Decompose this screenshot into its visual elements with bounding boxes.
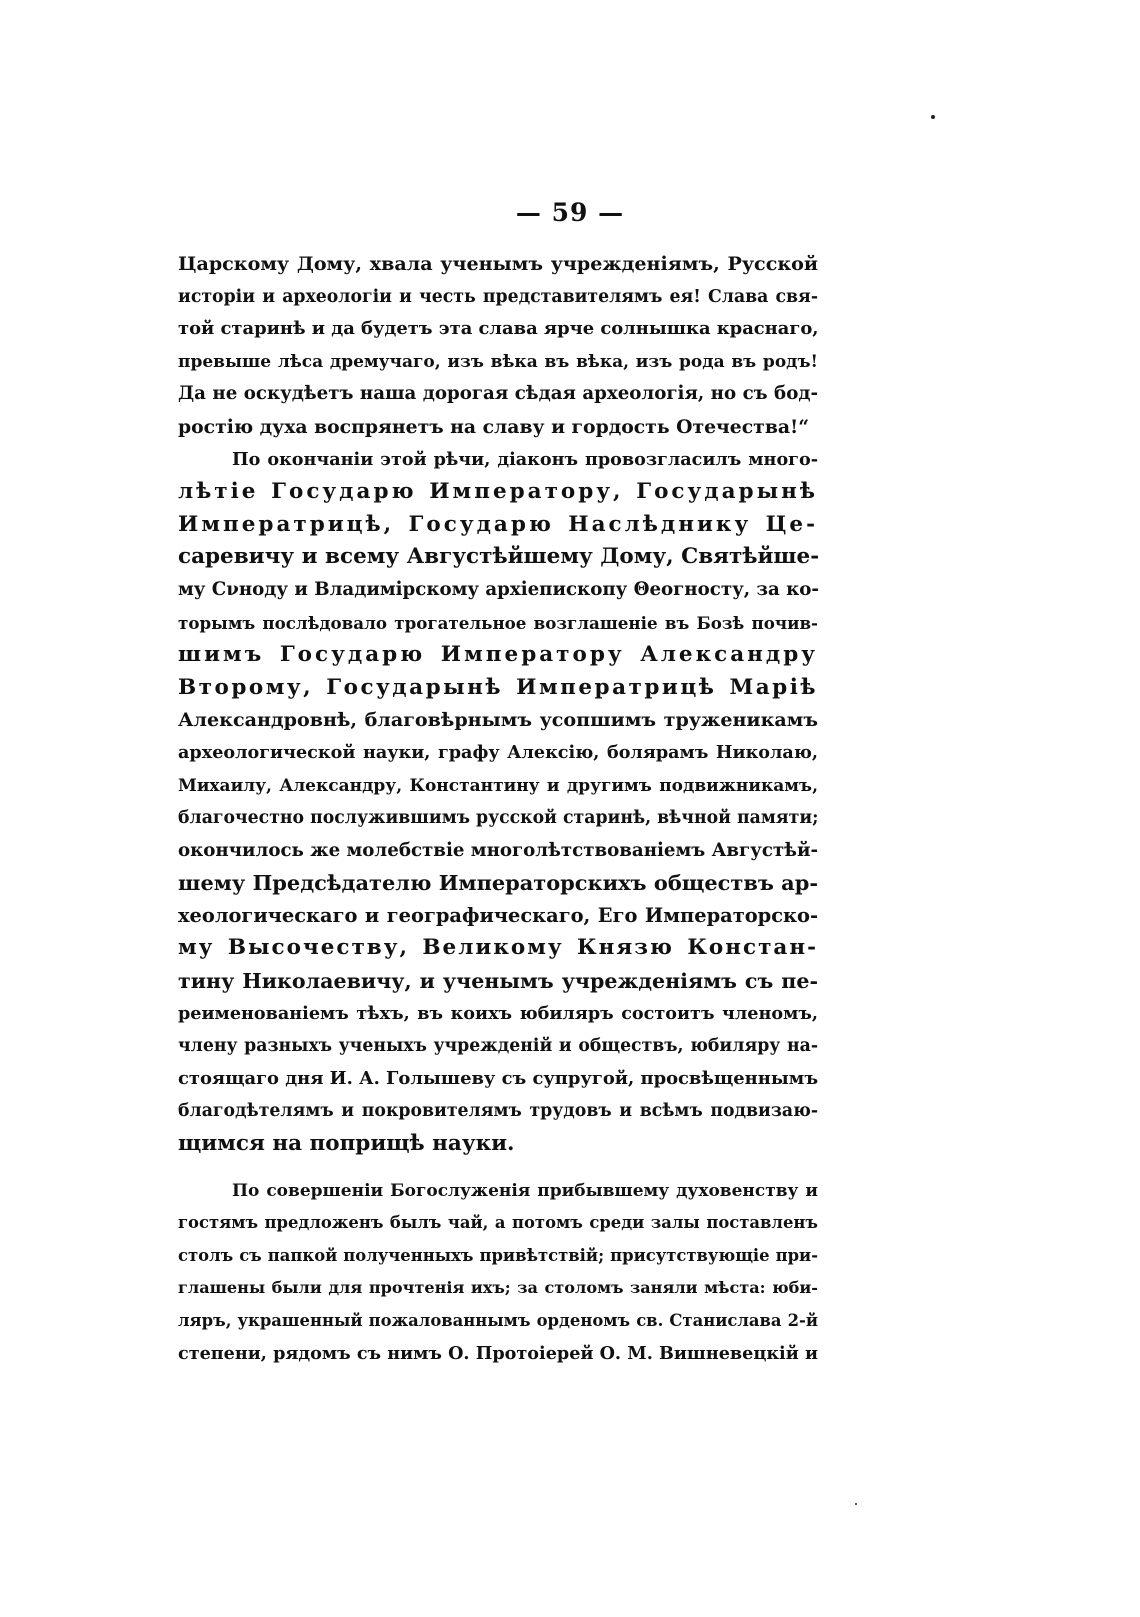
text-line: археологической науки, графу Алексію, болярамъ Николаю,: [178, 741, 818, 763]
text-line: столъ съ папкой полученныхъ привѣтствій; присутствующіе при-: [178, 1245, 818, 1265]
scan-speck: [855, 1503, 857, 1505]
text-line: хеологическаго и географическаго, Его Императорско-: [178, 903, 818, 927]
text-line: шимъ Государю Императору Александру: [178, 642, 818, 668]
text-line: стоящаго дня И. А. Голышеву съ супругой, просвѣщеннымъ: [178, 1067, 819, 1089]
text-line: члену разныхъ ученыхъ учрежденій и обществъ, юбиляру на-: [178, 1036, 818, 1057]
text-line: Императрицѣ, Государю Наслѣднику Це-: [178, 511, 818, 537]
text-line: благочестно послужившимъ русской старинѣ, вѣчной памяти;: [178, 808, 819, 829]
text-line: гостямъ предложенъ былъ чай, а потомъ среди залы поставленъ: [178, 1213, 818, 1233]
text-line: лѣтіе Государю Императору, Государынѣ: [178, 479, 818, 505]
paragraph-spacer: [178, 1161, 818, 1175]
text-line: той старинѣ и да будетъ эта слава ярче солнышка краснаго,: [178, 318, 819, 340]
text-line: исторіи и археологіи и честь представителямъ ея! Слава свя-: [178, 286, 818, 307]
paragraph-3: [178, 1175, 818, 1371]
text-line: ростію духа воспрянетъ на славу и гордость Отечества!“: [178, 415, 810, 438]
text-line: Михаилу, Александру, Константину и другимъ подвижникамъ,: [178, 775, 818, 796]
text-line: По совершеніи Богослуженія прибывшему духовенству и: [232, 1180, 818, 1201]
text-line: му Высочеству, Великому Князю Констан-: [178, 935, 818, 961]
text-line: степени, рядомъ съ нимъ О. Протоіерей О. М. Вишневецкій и: [178, 1342, 818, 1364]
paragraph-2: [178, 444, 818, 1161]
text-line: окончилось же молебствіе многолѣтствованіемъ Августѣй-: [178, 839, 818, 861]
text-line: шему Предсѣдателю Императорскихъ обществъ ар-: [178, 870, 818, 896]
text-line: му Сνноду и Владимірскому архіепископу Θеогносту, за ко-: [178, 578, 819, 600]
text-line: щимся на поприщѣ науки.: [178, 1131, 515, 1157]
text-line: По окончаніи этой рѣчи, діаконъ провозгласилъ много-: [232, 448, 818, 470]
text-line: Александровнѣ, благовѣрнымъ усопшимъ труженикамъ: [178, 708, 818, 732]
text-line: тину Николаевичу, и ученымъ учрежденіямъ съ пе-: [178, 969, 818, 994]
text-line: торымъ послѣдовало трогательное возглашеніе въ Бозѣ почив-: [178, 612, 818, 633]
text-line: реименованіемъ тѣхъ, въ коихъ юбиляръ состоитъ членомъ,: [178, 1002, 818, 1024]
text-line: превыше лѣса дремучаго, изъ вѣка въ вѣка, изъ рода въ родъ!: [178, 351, 818, 372]
text-line: глашены были для прочтенія ихъ; за столомъ заняли мѣста: юби-: [178, 1278, 818, 1298]
text-line: Да не оскудѣетъ наша дорогая сѣдая археологія, но съ бод-: [178, 383, 818, 405]
text-line: благодѣтелямъ и покровителямъ трудовъ и всѣмъ подвизаю-: [178, 1101, 818, 1122]
paragraph-1: [178, 248, 818, 444]
text-line: саревичу и всему Августѣйшему Дому, Святѣйше-: [178, 544, 820, 570]
scan-speck: [931, 115, 935, 119]
text-line: Второму, Государынѣ Императрицѣ Маріѣ: [178, 674, 818, 700]
text-line: Царскому Дому, хвала ученымъ учрежденіямъ, Русской: [178, 252, 818, 275]
page-number: — 59 —: [515, 198, 625, 227]
page-text: [178, 248, 818, 1370]
text-line: ляръ, украшенный пожалованнымъ орденомъ св. Станислава 2-й: [178, 1311, 818, 1330]
